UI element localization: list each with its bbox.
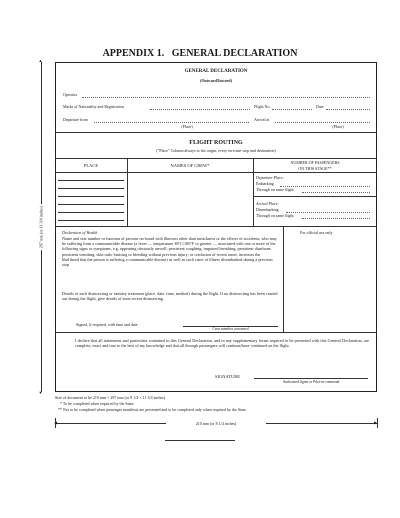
col-place-header: PLACE [83,163,99,168]
height-dimension-label: 297 mm (or 11 3/4 inches) [38,205,44,249]
footnote-1: * To be completed when required by the State. [60,401,135,406]
crew-concerned-label: Crew member concerned [212,327,249,331]
health-col-divider [283,226,284,332]
signature-note: Authorized Agent or Pilot-in-command [282,380,340,384]
arrow-left-icon: ◀ [54,420,58,425]
through-label: Through on same flight [256,213,294,218]
official-use-label: For official use only [300,230,333,235]
dimension-tick [55,418,56,428]
health-title: Declaration of Health [62,230,98,235]
place-row-line [58,204,124,205]
routing-header-bottom [55,172,377,173]
flight-no-field[interactable] [272,109,312,110]
health-bottom [55,332,377,333]
routing-header-top [55,158,377,159]
page-heading [0,48,400,59]
date-label: Date [316,104,324,109]
operator-field[interactable] [82,97,370,98]
arrival-place-note: (Place) [332,124,344,129]
form-subtitle: (Outward/Inward) [199,78,232,83]
col-passengers-header: NUMBER OF PASSENGERS [290,160,340,165]
divider [253,196,377,197]
through-label: Through on same flight [256,187,294,192]
arrival-label: Arrival at [254,117,270,122]
signature-label: SIGNATURE [215,374,241,379]
appendix-title: GENERAL DECLARATION [171,48,298,59]
routing-bottom [55,226,377,227]
disinsecting-text: Details of each disinsecting or sanitary treatment (place, date, time, method) during the flight. If no disinsecting has been carried out during the flight, give details of most recent disinsecting [62,291,278,302]
flight-no-label: Flight No. [254,104,271,109]
flight-routing-subtitle: ("Place" Column always to list origin, every en-route stop and destination) [156,148,276,153]
divider [55,132,377,133]
arrow-right-icon: ▶ [374,420,378,425]
arrow-up-icon: ▲ [38,58,43,63]
signature-line[interactable] [254,378,368,379]
place-row-line [58,180,124,181]
col-divider-2 [253,158,254,226]
col-divider-1 [127,158,128,226]
declaration-text: I declare that all statements and particulars contained in this General Declaration, and in any supplementary forms required to be presented with this General Declaration, are complete, exact and true to the best of my knowledge and that all through passengers will continue/have continued on the flight. [75,338,369,349]
disembarking-field[interactable] [286,212,370,213]
marks-field[interactable] [150,109,250,110]
place-row-line [58,220,124,221]
arrival-field[interactable] [275,122,370,123]
width-dimension-label: 210 mm (or 8 1/4 inches) [166,421,266,426]
operator-label: Operator [63,92,78,97]
place-row-line [58,196,124,197]
health-body: Name and seat number or function of persons on board with illnesses other than airsickness or the effects of accidents, who may be suffering from a communicable disease (a fever — temperature 38°C/100°F or greater — associated with one or more of the following signs or symptoms, e.g. appearing obviously unwell; persistent coughing; impaired breathing; persistent diarrhoea; persistent vomiting; skin rash; bruising or bleeding without previous injury; or confusion of recent onset, increases the likelihood that the person is suffering a communicable disease) as well as such cases of illness disembarked during a previous stop [62,236,277,268]
col-passengers-header-line2: ON THIS STAGE** [298,166,332,171]
col-crew-header: NAMES OF CREW* [170,163,210,168]
flight-routing-title: FLIGHT ROUTING [189,140,243,146]
form-title: GENERAL DECLARATION [184,69,248,74]
place-row-line [58,188,124,189]
departure-label: Departure from [63,117,88,122]
through-field[interactable] [302,218,370,219]
appendix-number: APPENDIX 1. [102,48,165,59]
departure-place-note: (Place) [181,124,193,129]
departure-place-label: Departure Place: [256,175,284,180]
marks-label: Marks of Nationality and Registration [63,104,124,109]
through-field[interactable] [302,192,370,193]
end-rule [165,440,235,441]
footnote-2: ** Not to be completed when passenger manifests are presented and to be completed only when required by the State. [58,407,247,412]
arrow-down-icon: ▼ [38,390,43,395]
arrival-place-label: Arrival Place: [256,201,279,206]
place-row-line [58,212,124,213]
size-note: Size of document to be 210 mm × 297 mm (or 8 1/4 × 11 3/4 inches). [55,395,167,400]
embarking-label: Embarking [256,181,274,186]
departure-field[interactable] [94,122,249,123]
signed-label: Signed, if required, with time and date [76,322,138,327]
date-field[interactable] [326,109,370,110]
dimension-tick [377,418,378,428]
disembarking-label: Disembarking [256,207,279,212]
